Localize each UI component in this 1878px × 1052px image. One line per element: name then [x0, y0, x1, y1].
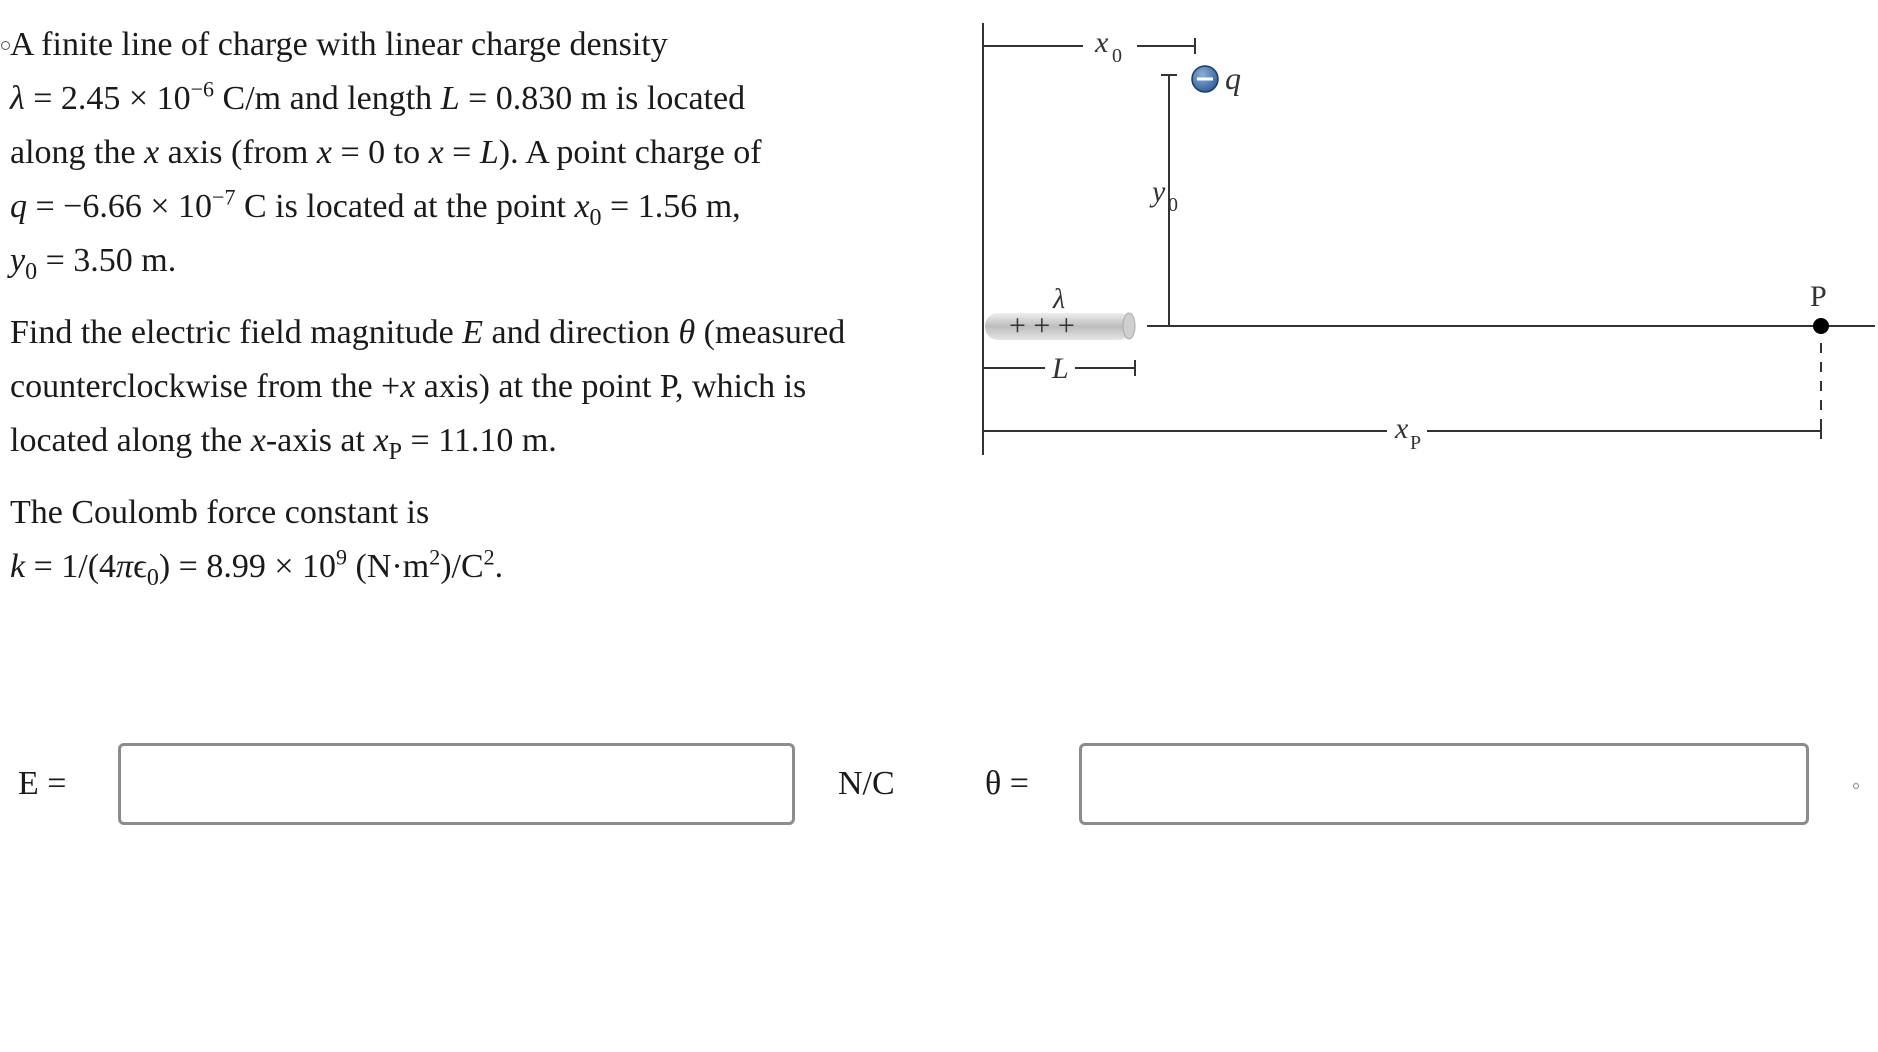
L-symbol: L	[440, 80, 460, 117]
text-fragment: Find the electric field magnitude	[10, 314, 454, 351]
text-fragment: -axis at	[265, 422, 365, 459]
q-value: = −6.66 × 10	[35, 188, 213, 225]
period: .	[494, 548, 504, 585]
text-fragment: and direction	[491, 314, 670, 351]
problem-paragraph-2	[10, 306, 910, 468]
text-fragment: ). A point charge of	[498, 134, 762, 171]
problem-paragraph-3	[10, 486, 910, 594]
y0-value: = 3.50 m.	[45, 242, 177, 279]
L-value: = 0.830 m is located	[468, 80, 746, 117]
xp-subscript: P	[388, 438, 402, 465]
P-label: P	[1810, 280, 1827, 313]
epsilon-symbol: ϵ	[133, 548, 147, 585]
k-exponent: 9	[336, 544, 348, 570]
x-symbol: x	[428, 134, 444, 171]
q-unit-text: C is located at the point	[243, 188, 566, 225]
text-fragment: (measured	[703, 314, 846, 351]
k-value: ) = 8.99 × 10	[158, 548, 337, 585]
charge-diagram	[975, 18, 1875, 468]
q-exponent: −7	[212, 184, 236, 210]
lambda-label: λ	[1053, 284, 1066, 315]
y0-subscript: 0	[1168, 194, 1178, 216]
text-fragment: The Coulomb force constant is	[10, 494, 430, 531]
x-symbol: x	[250, 422, 266, 459]
xp-label: x	[1395, 412, 1409, 445]
E-symbol: E	[462, 314, 484, 351]
x0-subscript: 0	[589, 204, 602, 231]
bullet-marker	[1, 41, 10, 50]
k-unit: )/C	[440, 548, 484, 585]
x-symbol: x	[144, 134, 160, 171]
equals-sign: =	[33, 80, 53, 117]
E-unit-label: N/C	[838, 765, 895, 802]
text-fragment: located along the	[10, 422, 243, 459]
y-symbol: y	[10, 242, 26, 279]
x0-subscript: 0	[1112, 45, 1122, 67]
problem-statement	[10, 18, 910, 604]
lambda-exponent: −6	[190, 76, 215, 102]
theta-input-field[interactable]	[1079, 743, 1809, 825]
L-symbol: L	[479, 134, 499, 171]
lambda-symbol: λ	[10, 80, 25, 117]
text-line: A finite line of charge with linear charge density	[10, 26, 668, 63]
text-fragment: = 1/(4	[33, 548, 117, 585]
degree-mark	[1853, 783, 1859, 789]
text-fragment: counterclockwise from the +	[10, 368, 401, 405]
E-input-field[interactable]	[118, 743, 795, 825]
theta-symbol: θ	[678, 314, 696, 351]
epsilon-subscript: 0	[146, 564, 159, 591]
E-answer-label: E =	[18, 765, 67, 802]
x0-value: = 1.56 m,	[610, 188, 741, 225]
q-label: q	[1225, 60, 1241, 96]
L-label: L	[1052, 352, 1069, 385]
plus-signs: + + +	[1009, 309, 1075, 342]
pi-symbol: π	[116, 548, 134, 585]
x-symbol: x	[400, 368, 416, 405]
unit-exponent: 2	[483, 544, 495, 570]
problem-paragraph-1	[10, 18, 910, 288]
lambda-value: 2.45 × 10	[60, 80, 191, 117]
y0-label: y	[1152, 175, 1166, 208]
unit-exponent: 2	[429, 544, 441, 570]
text-fragment: =	[452, 134, 472, 171]
rod-end-cap	[1123, 313, 1135, 339]
x-symbol: x	[316, 134, 332, 171]
xp-value: = 11.10 m.	[410, 422, 557, 459]
x-symbol: x	[574, 188, 590, 225]
k-unit: (N·m	[355, 548, 430, 585]
point-p-marker	[1813, 318, 1829, 334]
k-symbol: k	[10, 548, 26, 585]
text-fragment: along the	[10, 134, 136, 171]
x0-label: x	[1095, 26, 1109, 59]
xp-subscript: P	[1410, 432, 1422, 454]
text-fragment: = 0 to	[340, 134, 421, 171]
theta-answer-label: θ =	[985, 765, 1029, 802]
answer-row	[0, 743, 1878, 829]
text-fragment: axis) at the point P, which is	[423, 368, 807, 405]
lambda-unit-text: C/m and length	[222, 80, 433, 117]
x-symbol: x	[373, 422, 389, 459]
text-fragment: axis (from	[167, 134, 309, 171]
y0-subscript: 0	[25, 258, 38, 285]
q-symbol: q	[10, 188, 27, 225]
